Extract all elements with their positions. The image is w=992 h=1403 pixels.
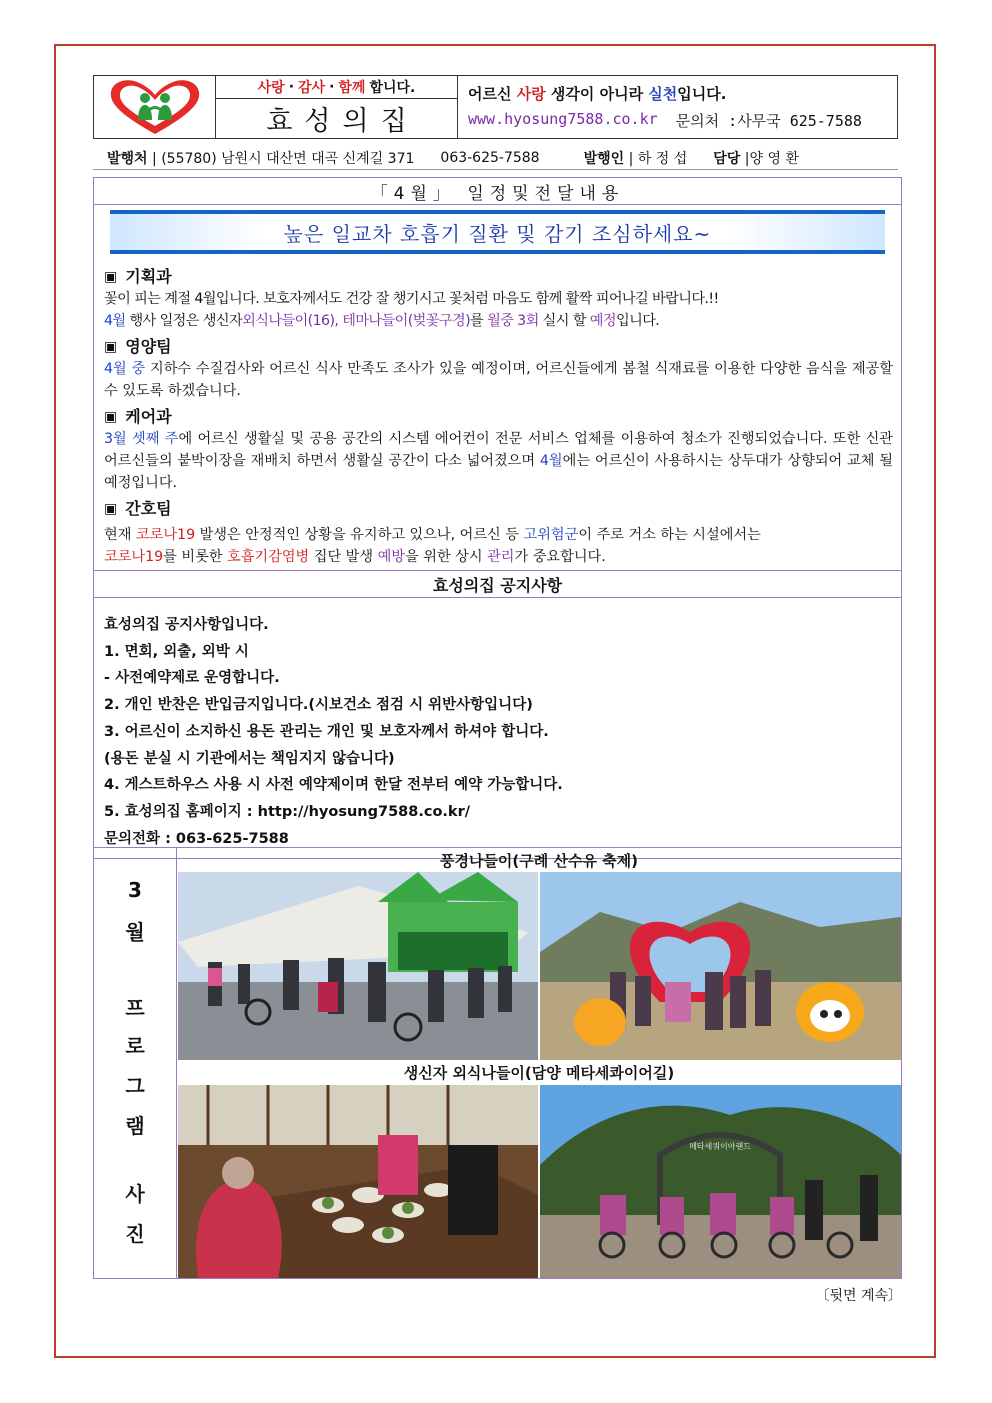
planning-heading: ▣ 기획과: [104, 267, 172, 286]
slogan-love: 사랑: [257, 80, 285, 96]
nutrition-heading: ▣ 영양팀: [104, 337, 172, 356]
logo-cell: [94, 76, 216, 138]
planning-text-2: 4월 행사 일정은 생신자외식나들이(16), 테마나들이(벚꽃구경)를 월중 3회 실시 할 예정입니다.: [104, 313, 660, 329]
program-photos: [93, 847, 902, 1279]
square-bullet-icon: ▣: [104, 409, 118, 425]
nursing-text-1: 현재 코로나19 발생은 안정적인 상황을 유지하고 있으나, 어르신 등 고위험군이 주로 거소 하는 시설에서는: [104, 527, 761, 543]
festival-photo: [178, 872, 538, 1060]
department-news: [94, 254, 901, 570]
org-name: 효성의집: [266, 106, 419, 137]
nursing-text-2: 코로나19를 비롯한 호흡기감염병 집단 발생 예방을 위한 상시 관리가 중요합니다.: [104, 549, 606, 565]
slogan-thanks: 감사: [298, 80, 326, 96]
planning-text-1: 꽃이 피는 계절 4월입니다. 보호자께서도 건강 잘 챙기시고 꽃처럼 마음도 함께 활짝 피어나길 바랍니다.!!: [104, 291, 719, 307]
notice-homepage-link[interactable]: 5. 효성의집 홈페이지 : http://hyosung7588.co.kr/: [104, 803, 471, 820]
sign-text: 메타세쿼이아랜드: [689, 1142, 751, 1151]
nursing-heading: ▣ 간호팀: [104, 499, 172, 518]
publisher-phone: 063-625-7588: [440, 149, 540, 166]
photos-side-label: 3 월 프 로 그 램 사 진: [94, 848, 177, 1278]
slogan: 사랑 · 감사 · 함께 합니다.: [216, 76, 457, 99]
notice-title: 효성의집 공지사항: [94, 570, 901, 598]
square-bullet-icon: ▣: [104, 269, 118, 285]
header-info-cell: [458, 76, 897, 138]
motto: 어르신 사랑 생각이 아니라 실천입니다.: [468, 85, 727, 103]
heart-logo-icon: [105, 78, 205, 136]
notice-line: - 사전예약제로 운영합니다.: [104, 670, 280, 687]
schedule-title: 「4월」 일정및전달내용: [94, 178, 901, 205]
notice-list: [94, 598, 901, 858]
notice-line: 효성의집 공지사항입니다.: [104, 617, 269, 633]
care-text: 3월 셋째 주에 어르신 생활실 및 공용 공간의 시스템 에어컨이 전문 서비스 업체를 이용하여 청소가 진행되었습니다. 또한 신관 어르신들의 붙박이장을 재배치 하면서 생활실 공간이 다소 넓어졌으며 4월에는 어르신이 사용하시는 상두대가 상향되어 교체 될 예정입니다.: [104, 431, 893, 491]
issuer: | 하 정 섭: [628, 150, 688, 167]
address: | (55780) 남원시 대산면 대곡 신계길 371: [152, 150, 415, 167]
square-bullet-icon: ▣: [104, 501, 118, 517]
nutrition-text: 4월 중 지하수 수질검사와 어르신 식사 만족도 조사가 있을 예정이며, 어르신들에게 봄철 식재료를 이용한 다양한 음식을 제공할 수 있도록 하겠습니다.: [104, 361, 893, 399]
metasequoia-group-photo: [540, 1085, 901, 1278]
photo-title-1: 풍경나들이(구례 산수유 축제): [439, 851, 639, 870]
restaurant-meal-photo: [178, 1085, 538, 1278]
contact-phone: 문의처 :사무국 625-7588: [675, 112, 862, 130]
publisher-line: 발행처 | (55780) 남원시 대산면 대곡 신계길 371 063-625-7588 발행인 | 하 정 섭 담당 |양 영 환: [93, 146, 898, 170]
contact-line: [468, 110, 897, 131]
slogan-together: 함께: [338, 80, 366, 96]
notice-line: 2. 개인 반찬은 반입금지입니다.(시보건소 점검 시 위반사항입니다): [104, 697, 533, 714]
notice-line: 3. 어르신이 소지하신 용돈 관리는 개인 및 보호자께서 하셔야 합니다.: [104, 723, 549, 740]
header-title-cell: [216, 76, 458, 138]
main-content-box: [93, 177, 902, 859]
square-bullet-icon: ▣: [104, 339, 118, 355]
heart-sign-group-photo: [540, 872, 901, 1060]
photo-title-2: 생신자 외식나들이(담양 메타세콰이어길): [403, 1063, 675, 1082]
notice-line: 1. 면회, 외출, 외박 시: [104, 643, 249, 660]
notice-line: (용돈 분실 시 기관에서는 책임지지 않습니다): [104, 750, 395, 767]
manager: |양 영 환: [744, 150, 799, 167]
continued-note: 〔뒷면 계속〕: [815, 1288, 902, 1304]
newsletter-header: [93, 75, 898, 139]
website-link[interactable]: www.hyosung7588.co.kr: [468, 110, 658, 128]
notice-line: 문의전화 : 063-625-7588: [104, 830, 289, 847]
notice-line: 4. 게스트하우스 사용 시 사전 예약제이며 한달 전부터 예약 가능합니다.: [104, 777, 563, 794]
slogan-end: 합니다.: [369, 80, 416, 96]
banner-headline: 높은 일교차 호흡기 질환 및 감기 조심하세요~: [110, 210, 885, 254]
care-heading: ▣ 케어과: [104, 407, 172, 426]
